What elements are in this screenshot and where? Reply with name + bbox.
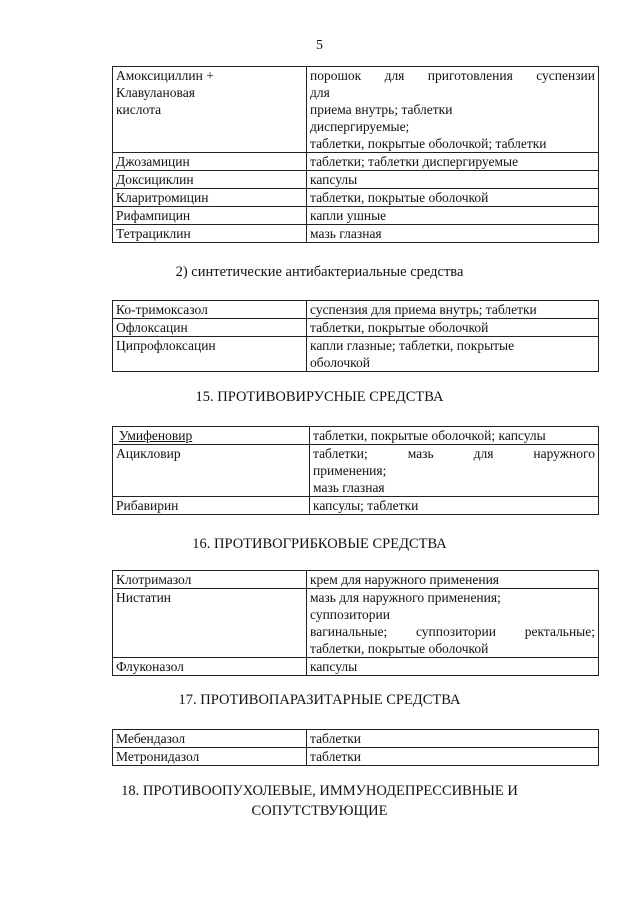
drug-name: Нистатин — [113, 589, 307, 658]
table-row — [113, 67, 599, 153]
dosage-form: таблетки; таблетки диспергируемые — [307, 153, 599, 171]
drug-name: кислота — [116, 102, 162, 117]
antiparasitic-table — [112, 729, 599, 766]
antiviral-table — [112, 426, 599, 515]
table-row — [113, 319, 599, 337]
table-row — [113, 337, 599, 372]
dosage-form-cell — [307, 67, 599, 153]
section-heading-15: 15. ПРОТИВОВИРУСНЫЕ СРЕДСТВА — [195, 389, 444, 405]
table-row — [113, 301, 599, 319]
dosage-form-cell — [310, 445, 599, 497]
drug-name: Мебендазол — [113, 730, 307, 748]
table-row — [113, 658, 599, 676]
dosage-form: таблетки, покрытые оболочкой — [310, 641, 489, 656]
drug-name: Джозамицин — [113, 153, 307, 171]
drug-name: Метронидазол — [113, 748, 307, 766]
antibiotics-table — [112, 66, 599, 243]
dosage-form-cell — [307, 337, 599, 372]
dosage-form: мазь глазная — [307, 225, 599, 243]
section-heading-18-line: СОПУТСТВУЮЩИЕ — [251, 803, 388, 819]
drug-name-cell — [113, 67, 307, 153]
drug-name: Рифампицин — [113, 207, 307, 225]
dosage-form: мазь глазная — [313, 480, 385, 495]
table-row — [113, 730, 599, 748]
drug-name: Флуконазол — [113, 658, 307, 676]
dosage-form: мазь для наружного применения; — [310, 590, 501, 605]
table-row — [113, 427, 599, 445]
dosage-form: капли ушные — [307, 207, 599, 225]
synthetic-antibacterial-table — [112, 300, 599, 372]
drug-name: Умифеновир — [119, 428, 193, 443]
dosage-form: оболочкой — [310, 355, 370, 370]
dosage-form: капсулы; таблетки — [310, 497, 599, 515]
dosage-form: таблетки, покрытые оболочкой — [307, 189, 599, 207]
dosage-form: суспензия для приема внутрь; таблетки — [307, 301, 599, 319]
table-row — [113, 189, 599, 207]
section-heading-18 — [0, 781, 639, 821]
dosage-form: суппозитории — [310, 607, 390, 622]
dosage-form: таблетки, покрытые оболочкой; капсулы — [310, 427, 599, 445]
dosage-form: капсулы — [307, 171, 599, 189]
dosage-form: для — [310, 85, 330, 100]
section-heading-18-line: 18. ПРОТИВООПУХОЛЕВЫЕ, ИММУНОДЕПРЕССИВНЫЕ И — [121, 783, 518, 799]
dosage-form: диспергируемые; — [310, 119, 410, 134]
table-row — [113, 748, 599, 766]
table-row — [113, 225, 599, 243]
drug-name: Клотримазол — [113, 571, 307, 589]
table-row — [113, 153, 599, 171]
dosage-form: капсулы — [307, 658, 599, 676]
dosage-form: таблетки, покрытые оболочкой — [307, 319, 599, 337]
dosage-form: приема внутрь; таблетки — [310, 102, 453, 117]
table-row — [113, 571, 599, 589]
drug-name: Рибавирин — [113, 497, 310, 515]
drug-name: Доксициклин — [113, 171, 307, 189]
section-heading-16: 16. ПРОТИВОГРИБКОВЫЕ СРЕДСТВА — [192, 536, 447, 552]
drug-name: Клавулановая — [116, 85, 195, 100]
dosage-form: крем для наружного применения — [307, 571, 599, 589]
drug-name: Тетрациклин — [113, 225, 307, 243]
section-heading-17: 17. ПРОТИВОПАРАЗИТАРНЫЕ СРЕДСТВА — [178, 692, 461, 708]
drug-name: Амоксициллин + — [116, 68, 214, 83]
drug-name: Кларитромицин — [113, 189, 307, 207]
dosage-form: капли глазные; таблетки, покрытые — [310, 338, 515, 353]
dosage-form-cell — [307, 589, 599, 658]
drug-name-cell — [113, 427, 310, 445]
table-row — [113, 207, 599, 225]
dosage-form: таблетки — [307, 748, 599, 766]
dosage-form: применения; — [313, 463, 387, 478]
table-row — [113, 445, 599, 497]
drug-name: Ципрофлоксацин — [113, 337, 307, 372]
antifungal-table — [112, 570, 599, 676]
dosage-form: таблетки, покрытые оболочкой; таблетки — [310, 136, 547, 151]
dosage-form: таблетки — [307, 730, 599, 748]
page-number: 5 — [316, 38, 323, 53]
subheading-synthetic: 2) синтетические антибактериальные средства — [175, 264, 464, 280]
drug-name: Ко-тримоксазол — [113, 301, 307, 319]
dosage-form: порошок для приготовления суспензии — [310, 68, 595, 83]
dosage-form: вагинальные; суппозитории ректальные; — [310, 624, 595, 639]
drug-name: Офлоксацин — [113, 319, 307, 337]
table-row — [113, 589, 599, 658]
table-row — [113, 497, 599, 515]
dosage-form: таблетки; мазь для наружного — [313, 446, 595, 461]
drug-name: Ацикловир — [113, 445, 310, 497]
table-row — [113, 171, 599, 189]
